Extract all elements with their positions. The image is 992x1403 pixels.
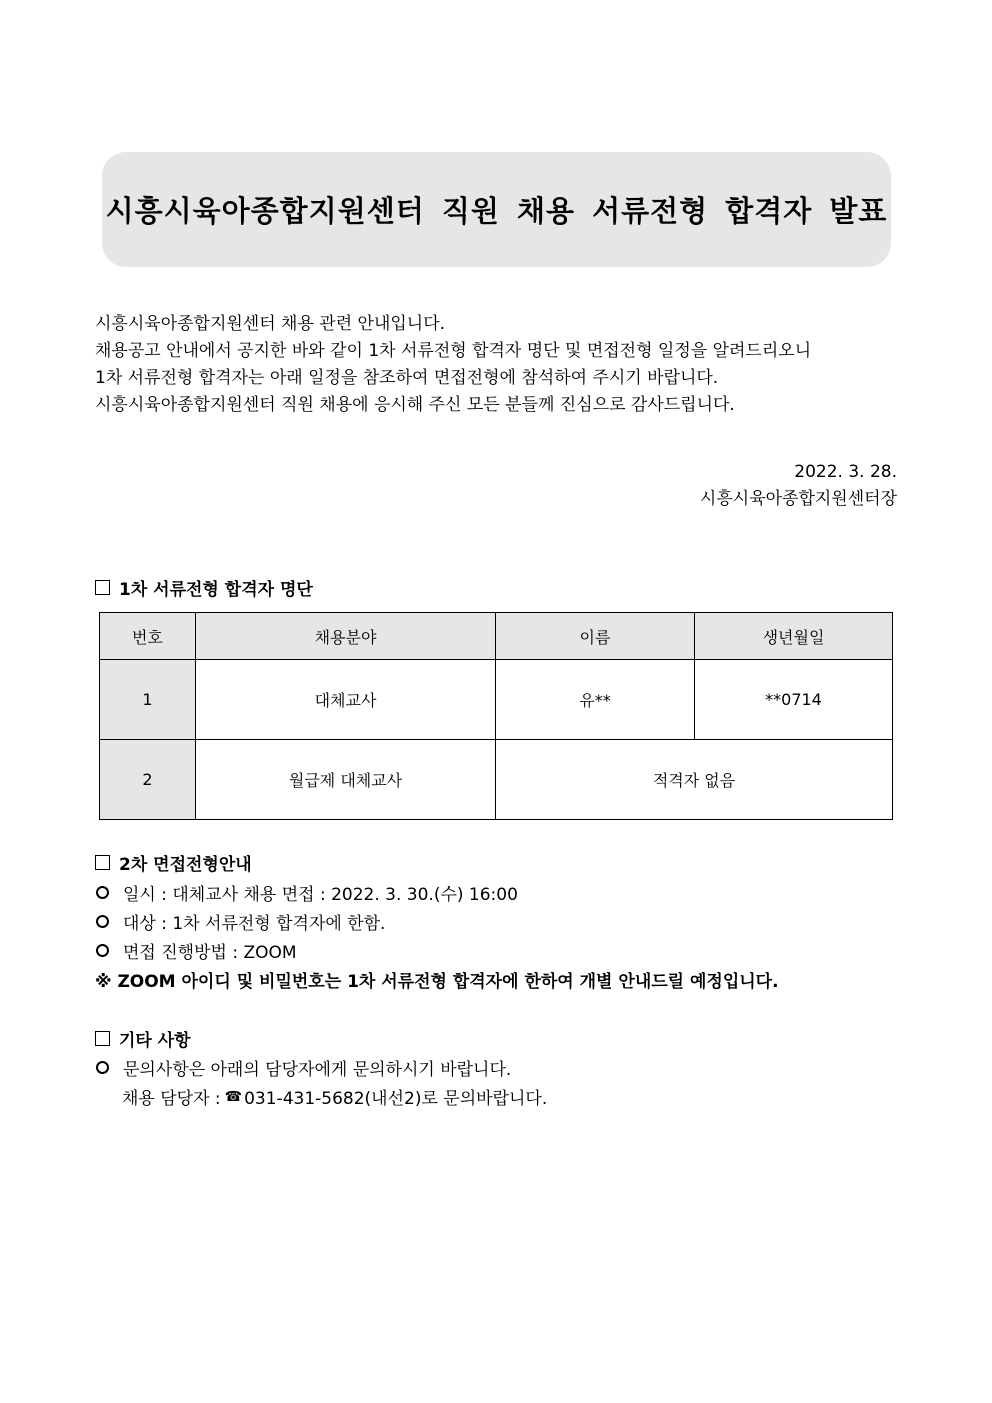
section-heading-label: 1차 서류전형 합격자 명단 bbox=[119, 580, 313, 600]
passers-table bbox=[99, 612, 893, 820]
col-header-number: 번호 bbox=[100, 613, 196, 660]
section-heading-label: 2차 면접전형안내 bbox=[119, 855, 252, 875]
cell-birth: **0714 bbox=[695, 660, 893, 740]
checkbox-square-icon bbox=[95, 580, 110, 595]
cell-field: 월급제 대체교사 bbox=[196, 740, 496, 820]
cell-result: 적격자 없음 bbox=[496, 740, 893, 820]
contact-prefix: 채용 담당자 : bbox=[122, 1089, 221, 1109]
cell-number: 1 bbox=[100, 660, 196, 740]
col-header-birth: 생년월일 bbox=[695, 613, 893, 660]
list-item-text: 대상 : 1차 서류전형 합격자에 한함. bbox=[123, 914, 386, 934]
cell-number: 2 bbox=[100, 740, 196, 820]
signer: 시흥시육아종합지원센터장 bbox=[699, 489, 897, 509]
intro-line: 채용공고 안내에서 공지한 바와 같이 1차 서류전형 합격자 명단 및 면접전형 일정을 알려드리오니 bbox=[95, 341, 812, 361]
list-item bbox=[95, 909, 385, 934]
circle-bullet-icon bbox=[96, 1061, 109, 1074]
intro-line: 1차 서류전형 합격자는 아래 일정을 참조하여 면접전형에 참석하여 주시기 바랍니다. bbox=[95, 368, 719, 388]
phone-icon: ☎ bbox=[224, 1088, 243, 1105]
list-item bbox=[95, 938, 297, 963]
section-heading-other bbox=[95, 1026, 191, 1051]
intro-line: 시흥시육아종합지원센터 직원 채용에 응시해 주신 모든 분들께 진심으로 감사드립니다. bbox=[95, 395, 735, 415]
contact-text: 031-431-5682(내선2)로 문의바랍니다. bbox=[244, 1089, 548, 1109]
circle-bullet-icon bbox=[96, 886, 109, 899]
circle-bullet-icon bbox=[96, 915, 109, 928]
list-item bbox=[95, 880, 518, 905]
section-heading-interview bbox=[95, 850, 252, 875]
intro-line: 시흥시육아종합지원센터 채용 관련 안내입니다. bbox=[95, 314, 446, 334]
zoom-note: ※ ZOOM 아이디 및 비밀번호는 1차 서류전형 합격자에 한하여 개별 안내드릴 예정입니다. bbox=[95, 972, 779, 992]
section-heading-label: 기타 사항 bbox=[119, 1031, 191, 1051]
cell-name: 유** bbox=[496, 660, 695, 740]
list-item-text: 일시 : 대체교사 채용 면접 : 2022. 3. 30.(수) 16:00 bbox=[123, 885, 518, 905]
checkbox-square-icon bbox=[95, 1031, 110, 1046]
contact-line bbox=[122, 1084, 547, 1109]
cell-field: 대체교사 bbox=[196, 660, 496, 740]
col-header-name: 이름 bbox=[496, 613, 695, 660]
title-banner bbox=[102, 152, 891, 267]
list-item-text: 문의사항은 아래의 담당자에게 문의하시기 바랍니다. bbox=[123, 1060, 512, 1080]
table-header-row bbox=[100, 613, 893, 660]
list-item bbox=[95, 1055, 511, 1080]
announcement-date: 2022. 3. 28. bbox=[794, 462, 897, 482]
intro-paragraph bbox=[95, 311, 897, 419]
circle-bullet-icon bbox=[96, 944, 109, 957]
page-title: 시흥시육아종합지원센터 직원 채용 서류전형 합격자 발표 bbox=[105, 194, 888, 228]
table-row bbox=[100, 740, 893, 820]
section-heading-passers bbox=[95, 575, 313, 600]
table-row bbox=[100, 660, 893, 740]
col-header-field: 채용분야 bbox=[196, 613, 496, 660]
list-item-text: 면접 진행방법 : ZOOM bbox=[123, 943, 297, 963]
checkbox-square-icon bbox=[95, 855, 110, 870]
